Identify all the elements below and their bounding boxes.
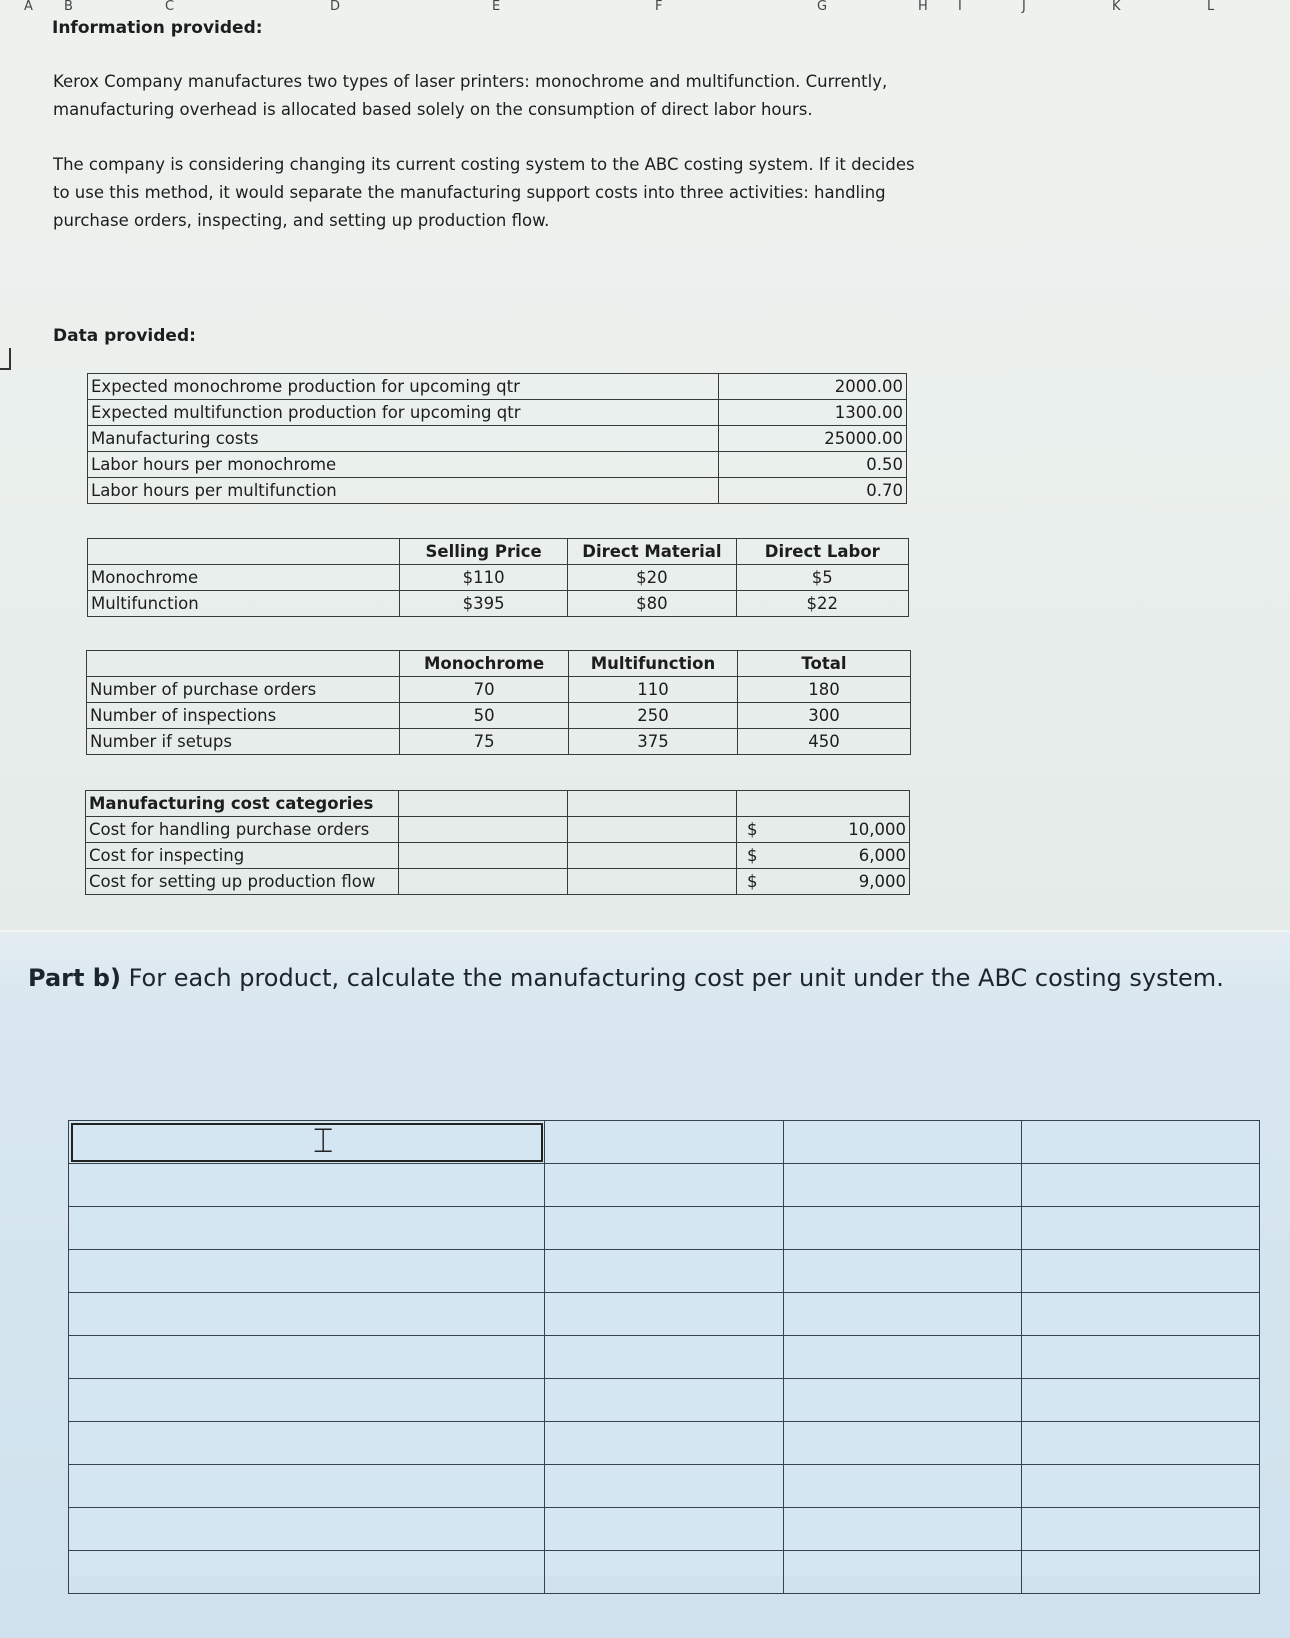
table-row xyxy=(69,1207,1260,1250)
row-label: Cost for setting up production flow xyxy=(86,869,399,895)
column-header-row xyxy=(0,0,1290,15)
column-header: E xyxy=(492,0,501,14)
cost-table xyxy=(85,790,910,895)
table-row xyxy=(87,729,911,755)
total-cell: 180 xyxy=(737,677,910,703)
column-header: I xyxy=(958,0,962,14)
amount-cell: 10,000 xyxy=(778,817,910,843)
multi-cell: 250 xyxy=(569,703,738,729)
price-table xyxy=(87,538,909,617)
answer-cell[interactable] xyxy=(545,1336,783,1379)
answer-cell[interactable] xyxy=(1021,1379,1259,1422)
paragraph-line: purchase orders, inspecting, and setting up production flow. xyxy=(53,211,550,230)
table-header-row xyxy=(87,651,911,677)
answer-cell[interactable] xyxy=(545,1250,783,1293)
header-cell: Direct Material xyxy=(568,539,736,565)
row-label: Labor hours per monochrome xyxy=(88,452,719,478)
row-label: Monochrome xyxy=(88,565,400,591)
table-row xyxy=(87,677,911,703)
paragraph-2 xyxy=(53,151,953,235)
amount-cell: 6,000 xyxy=(778,843,910,869)
answer-cell[interactable] xyxy=(783,1465,1021,1508)
answer-cell[interactable] xyxy=(69,1293,545,1336)
header-cell: Selling Price xyxy=(399,539,567,565)
answer-cell[interactable] xyxy=(783,1164,1021,1207)
answer-cell[interactable] xyxy=(545,1465,783,1508)
answer-cell[interactable] xyxy=(545,1422,783,1465)
direct-material-cell: $80 xyxy=(568,591,736,617)
row-label: Expected multifunction production for upcoming qtr xyxy=(88,400,719,426)
answer-cell[interactable] xyxy=(1021,1551,1259,1594)
paragraph-line: manufacturing overhead is allocated based solely on the consumption of direct labor hours. xyxy=(53,100,813,119)
table-row xyxy=(88,452,907,478)
row-value: 2000.00 xyxy=(718,374,906,400)
column-header: G xyxy=(817,0,828,14)
column-header: H xyxy=(918,0,928,14)
answer-cell-selected[interactable] xyxy=(69,1121,545,1164)
answer-cell[interactable] xyxy=(545,1293,783,1336)
row-label: Manufacturing costs xyxy=(88,426,719,452)
answer-cell[interactable] xyxy=(69,1250,545,1293)
currency-symbol: $ xyxy=(736,869,777,895)
answer-cell[interactable] xyxy=(1021,1164,1259,1207)
answer-cell[interactable] xyxy=(545,1551,783,1594)
direct-labor-cell: $22 xyxy=(736,591,908,617)
row-value: 25000.00 xyxy=(718,426,906,452)
empty-cell xyxy=(568,869,737,895)
paragraph-1 xyxy=(53,68,953,124)
selling-price-cell: $395 xyxy=(399,591,567,617)
answer-cell[interactable] xyxy=(545,1508,783,1551)
answer-grid xyxy=(68,1120,1260,1594)
answer-cell[interactable] xyxy=(69,1207,545,1250)
row-label: Multifunction xyxy=(88,591,400,617)
answer-cell[interactable] xyxy=(1021,1508,1259,1551)
table-row xyxy=(69,1250,1260,1293)
answer-cell[interactable] xyxy=(1021,1336,1259,1379)
answer-cell[interactable] xyxy=(69,1422,545,1465)
header-cell: Monochrome xyxy=(400,651,569,677)
answer-cell[interactable] xyxy=(69,1336,545,1379)
table-row xyxy=(87,703,911,729)
row-marker xyxy=(0,348,11,370)
answer-cell[interactable] xyxy=(69,1465,545,1508)
paragraph-line: The company is considering changing its current costing system to the ABC costing system. If it decides xyxy=(53,155,915,174)
table-row xyxy=(86,817,910,843)
header-cell: Manufacturing cost categories xyxy=(86,791,399,817)
answer-cell[interactable] xyxy=(1021,1121,1259,1164)
column-header: C xyxy=(165,0,175,14)
table-header-row xyxy=(86,791,910,817)
mono-cell: 75 xyxy=(400,729,569,755)
answer-cell[interactable] xyxy=(69,1508,545,1551)
column-header: F xyxy=(655,0,663,14)
production-table xyxy=(87,373,907,504)
header-cell xyxy=(87,651,400,677)
row-label: Labor hours per multifunction xyxy=(88,478,719,504)
empty-cell xyxy=(568,791,737,817)
answer-cell[interactable] xyxy=(1021,1422,1259,1465)
answer-cell[interactable] xyxy=(545,1121,783,1164)
row-value: 1300.00 xyxy=(718,400,906,426)
table-row xyxy=(69,1551,1260,1594)
activity-table xyxy=(86,650,911,755)
row-label: Number if setups xyxy=(87,729,400,755)
total-cell: 300 xyxy=(737,703,910,729)
answer-cell[interactable] xyxy=(783,1422,1021,1465)
column-header: J xyxy=(1022,0,1026,14)
row-label: Number of inspections xyxy=(87,703,400,729)
table-row xyxy=(88,374,907,400)
part-b-label: Part b) xyxy=(28,964,121,992)
part-b-prompt xyxy=(28,964,1224,992)
answer-cell[interactable] xyxy=(783,1551,1021,1594)
table-header-row xyxy=(88,539,909,565)
column-header: D xyxy=(330,0,341,14)
table-row xyxy=(88,565,909,591)
empty-cell xyxy=(399,817,568,843)
answer-cell[interactable] xyxy=(1021,1207,1259,1250)
row-label: Number of purchase orders xyxy=(87,677,400,703)
empty-cell xyxy=(568,817,737,843)
table-row xyxy=(69,1508,1260,1551)
column-header: K xyxy=(1112,0,1121,14)
empty-cell xyxy=(399,869,568,895)
header-cell: Multifunction xyxy=(569,651,738,677)
answer-cell[interactable] xyxy=(1021,1293,1259,1336)
column-header: B xyxy=(64,0,73,14)
answer-cell[interactable] xyxy=(1021,1250,1259,1293)
table-row xyxy=(69,1293,1260,1336)
row-value: 0.70 xyxy=(718,478,906,504)
answer-cell[interactable] xyxy=(545,1379,783,1422)
text-cursor-icon: ⌶ xyxy=(313,1121,334,1161)
column-header: A xyxy=(24,0,33,14)
empty-cell xyxy=(778,791,910,817)
info-title: Information provided: xyxy=(52,18,263,38)
amount-cell: 9,000 xyxy=(778,869,910,895)
paragraph-line: to use this method, it would separate the manufacturing support costs into three activities: handling xyxy=(53,183,886,202)
table-row xyxy=(88,400,907,426)
multi-cell: 375 xyxy=(569,729,738,755)
part-b-text: For each product, calculate the manufacturing cost per unit under the ABC costing system. xyxy=(128,964,1224,992)
answer-cell[interactable] xyxy=(545,1164,783,1207)
table-row xyxy=(69,1465,1260,1508)
table-row xyxy=(86,869,910,895)
table-row xyxy=(69,1422,1260,1465)
multi-cell: 110 xyxy=(569,677,738,703)
currency-symbol: $ xyxy=(736,843,777,869)
answer-cell[interactable] xyxy=(545,1207,783,1250)
row-label: Expected monochrome production for upcoming qtr xyxy=(88,374,719,400)
table-row xyxy=(86,843,910,869)
column-header: L xyxy=(1207,0,1215,14)
answer-cell[interactable] xyxy=(783,1121,1021,1164)
table-row xyxy=(88,591,909,617)
header-cell xyxy=(88,539,400,565)
answer-cell[interactable] xyxy=(69,1551,545,1594)
table-row xyxy=(88,426,907,452)
table-row xyxy=(69,1379,1260,1422)
total-cell: 450 xyxy=(737,729,910,755)
data-title: Data provided: xyxy=(53,326,196,346)
empty-cell xyxy=(399,843,568,869)
direct-material-cell: $20 xyxy=(568,565,736,591)
direct-labor-cell: $5 xyxy=(736,565,908,591)
table-row xyxy=(69,1336,1260,1379)
row-label: Cost for inspecting xyxy=(86,843,399,869)
empty-cell xyxy=(736,791,777,817)
header-cell: Direct Labor xyxy=(736,539,908,565)
answer-cell[interactable] xyxy=(783,1293,1021,1336)
selling-price-cell: $110 xyxy=(399,565,567,591)
header-cell: Total xyxy=(737,651,910,677)
answer-cell[interactable] xyxy=(69,1164,545,1207)
mono-cell: 50 xyxy=(400,703,569,729)
answer-cell[interactable] xyxy=(783,1250,1021,1293)
answer-grid-container xyxy=(68,1120,1260,1576)
row-label: Cost for handling purchase orders xyxy=(86,817,399,843)
paragraph-line: Kerox Company manufactures two types of laser printers: monochrome and multifunction. Currently, xyxy=(53,72,888,91)
table-row xyxy=(88,478,907,504)
answer-cell[interactable] xyxy=(783,1379,1021,1422)
empty-cell xyxy=(568,843,737,869)
row-value: 0.50 xyxy=(718,452,906,478)
empty-cell xyxy=(399,791,568,817)
answer-cell[interactable] xyxy=(69,1379,545,1422)
answer-cell[interactable] xyxy=(783,1336,1021,1379)
currency-symbol: $ xyxy=(736,817,777,843)
table-row xyxy=(69,1121,1260,1164)
answer-cell[interactable] xyxy=(1021,1465,1259,1508)
table-row xyxy=(69,1164,1260,1207)
answer-cell[interactable] xyxy=(783,1508,1021,1551)
answer-cell[interactable] xyxy=(783,1207,1021,1250)
mono-cell: 70 xyxy=(400,677,569,703)
